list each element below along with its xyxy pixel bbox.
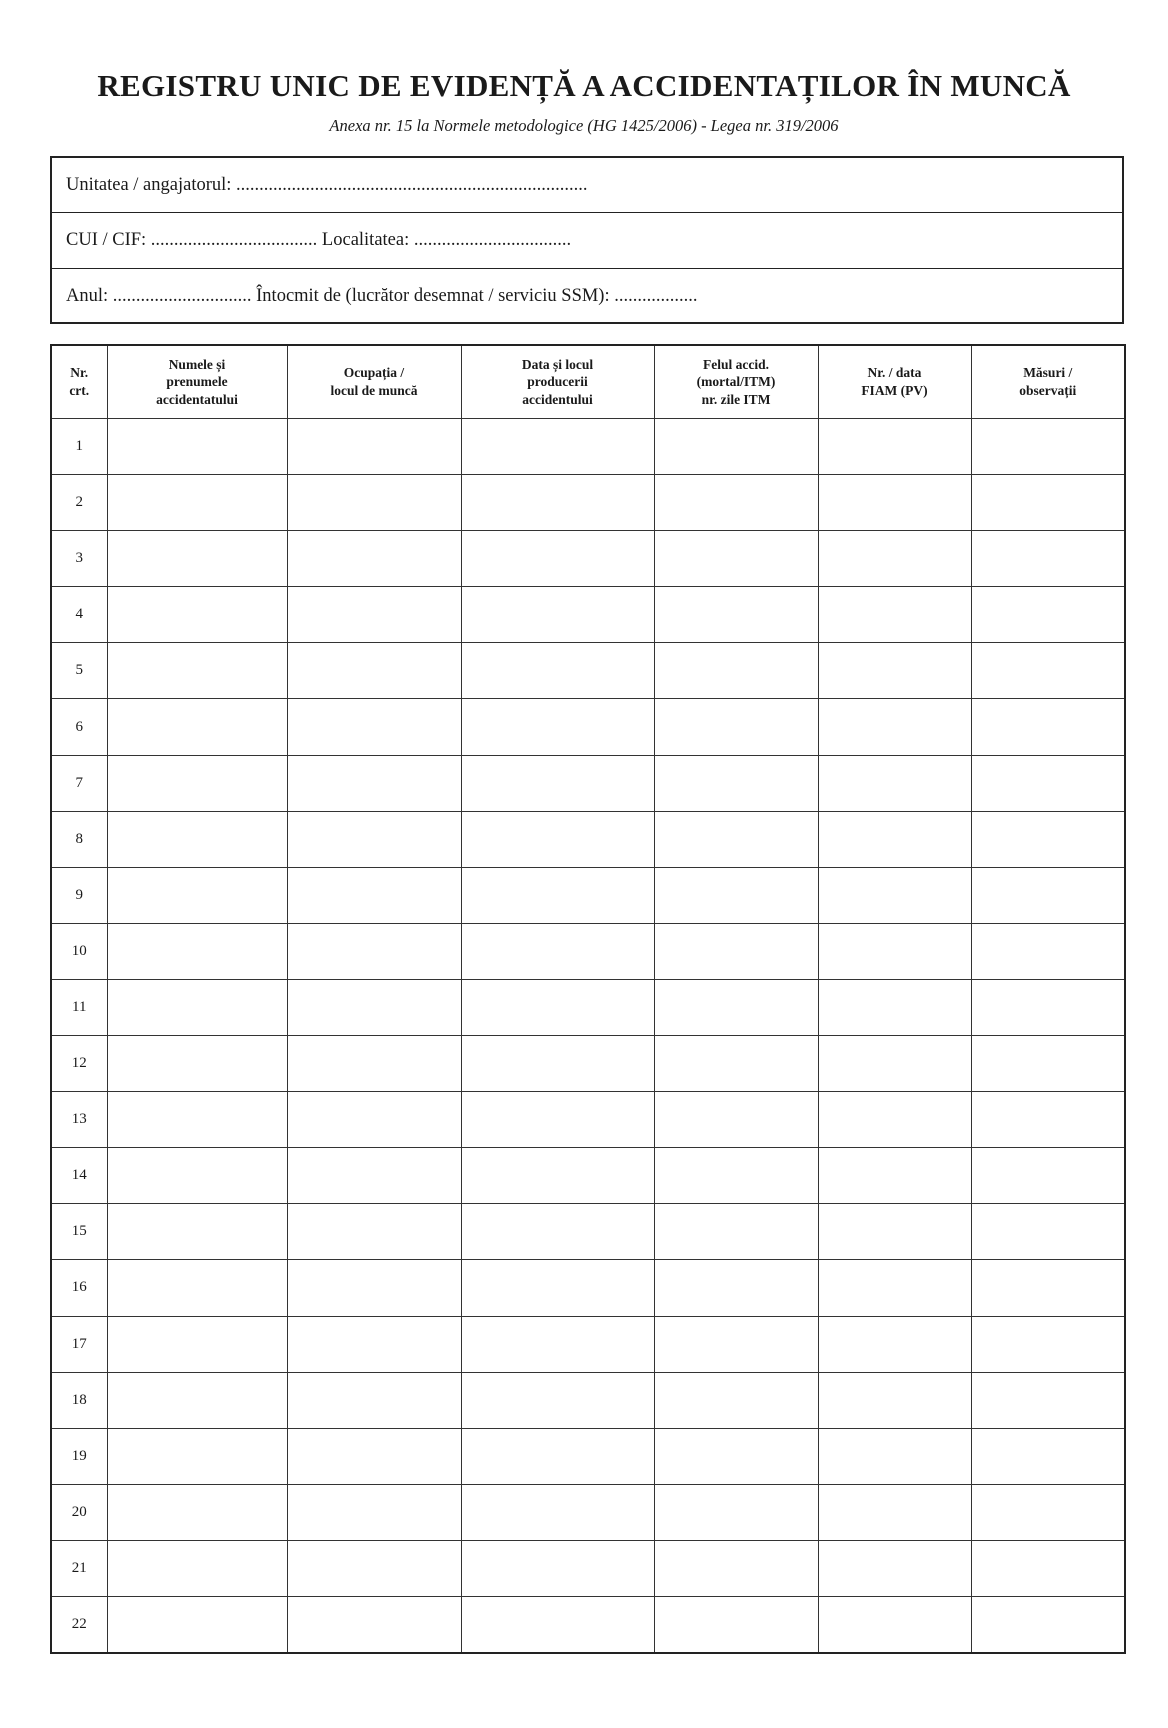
col-occupation-header [287, 345, 461, 419]
col-occupation-cell[interactable] [287, 1092, 461, 1148]
col-date-place-header [461, 345, 654, 419]
col-date-place-cell[interactable] [461, 1372, 654, 1428]
header-line: (mortal/ITM) [696, 374, 776, 390]
row-number: 21 [51, 1540, 107, 1596]
col-date-place-cell[interactable] [461, 1148, 654, 1204]
header-line: prenumele [166, 374, 228, 390]
table-header-row [51, 345, 1125, 419]
col-measures-cell[interactable] [971, 1092, 1125, 1148]
table-row [51, 979, 1125, 1035]
header-line: FIAM (PV) [861, 383, 928, 398]
table-row [51, 1316, 1125, 1372]
col-measures-cell[interactable] [971, 1596, 1125, 1653]
header-line: Ocupația / [343, 365, 405, 381]
col-fiam-cell[interactable] [818, 923, 971, 979]
row-number: 18 [51, 1372, 107, 1428]
col-measures-cell[interactable] [971, 531, 1125, 587]
col-measures-cell[interactable] [971, 923, 1125, 979]
table-row [51, 699, 1125, 755]
table-row [51, 643, 1125, 699]
col-name-cell[interactable] [107, 755, 287, 811]
col-occupation-cell[interactable] [287, 699, 461, 755]
col-measures-header [971, 345, 1125, 419]
col-date-place-cell[interactable] [461, 587, 654, 643]
col-measures-cell[interactable] [971, 1484, 1125, 1540]
col-date-place-cell[interactable] [461, 643, 654, 699]
col-fiam-cell[interactable] [818, 755, 971, 811]
col-fiam-cell[interactable] [818, 1596, 971, 1653]
col-date-place-cell[interactable] [461, 419, 654, 475]
table-row [51, 867, 1125, 923]
col-name-cell[interactable] [107, 1428, 287, 1484]
col-fiam-cell[interactable] [818, 1372, 971, 1428]
col-accident-type-cell[interactable] [654, 587, 818, 643]
col-name-cell[interactable] [107, 1036, 287, 1092]
col-name-cell[interactable] [107, 643, 287, 699]
col-name-cell[interactable] [107, 1372, 287, 1428]
col-measures-cell[interactable] [971, 1148, 1125, 1204]
col-date-place-cell[interactable] [461, 1260, 654, 1316]
col-accident-type-cell[interactable] [654, 1316, 818, 1372]
col-name-cell[interactable] [107, 699, 287, 755]
col-occupation-cell[interactable] [287, 419, 461, 475]
row-number: 7 [51, 755, 107, 811]
row-number: 15 [51, 1204, 107, 1260]
col-name-cell[interactable] [107, 1204, 287, 1260]
col-fiam-cell[interactable] [818, 1484, 971, 1540]
col-measures-cell[interactable] [971, 643, 1125, 699]
col-accident-type-cell[interactable] [654, 755, 818, 811]
col-fiam-cell[interactable] [818, 1204, 971, 1260]
col-name-cell[interactable] [107, 1092, 287, 1148]
row-number: 13 [51, 1092, 107, 1148]
table-row [51, 475, 1125, 531]
col-date-place-cell[interactable] [461, 811, 654, 867]
row-number: 1 [51, 419, 107, 475]
header-line: Măsuri / [1023, 365, 1073, 381]
col-date-place-cell[interactable] [461, 475, 654, 531]
col-date-place-cell[interactable] [461, 923, 654, 979]
col-occupation-cell[interactable] [287, 587, 461, 643]
col-accident-type-cell[interactable] [654, 1428, 818, 1484]
col-name-cell[interactable] [107, 1260, 287, 1316]
col-accident-type-cell[interactable] [654, 1540, 818, 1596]
col-accident-type-cell[interactable] [654, 1260, 818, 1316]
col-accident-type-cell[interactable] [654, 1204, 818, 1260]
col-occupation-cell[interactable] [287, 643, 461, 699]
employer-info-box [50, 156, 1124, 324]
col-occupation-cell[interactable] [287, 1204, 461, 1260]
col-name-cell[interactable] [107, 1484, 287, 1540]
col-accident-type-cell[interactable] [654, 1036, 818, 1092]
col-measures-cell[interactable] [971, 1260, 1125, 1316]
col-accident-type-cell[interactable] [654, 1092, 818, 1148]
col-fiam-cell[interactable] [818, 1036, 971, 1092]
col-fiam-cell[interactable] [818, 475, 971, 531]
col-fiam-cell[interactable] [818, 979, 971, 1035]
col-measures-cell[interactable] [971, 475, 1125, 531]
header-line: Data și locul [521, 356, 594, 372]
col-fiam-cell[interactable] [818, 811, 971, 867]
col-accident-type-cell[interactable] [654, 867, 818, 923]
table-row [51, 1484, 1125, 1540]
col-occupation-cell[interactable] [287, 1260, 461, 1316]
col-occupation-cell[interactable] [287, 755, 461, 811]
row-number: 4 [51, 587, 107, 643]
col-name-cell[interactable] [107, 811, 287, 867]
col-accident-type-cell[interactable] [654, 1596, 818, 1653]
col-fiam-cell[interactable] [818, 1260, 971, 1316]
col-date-place-cell[interactable] [461, 979, 654, 1035]
header-line: producerii [527, 374, 588, 390]
col-date-place-cell[interactable] [461, 867, 654, 923]
col-occupation-cell[interactable] [287, 811, 461, 867]
col-date-place-cell[interactable] [461, 1540, 654, 1596]
col-occupation-cell[interactable] [287, 1596, 461, 1653]
row-number: 16 [51, 1260, 107, 1316]
col-accident-type-header [654, 345, 818, 419]
page-subtitle: Anexa nr. 15 la Normele metodologice (HG 1425/2006) - Legea nr. 319/2006 [329, 116, 839, 135]
col-measures-cell[interactable] [971, 1036, 1125, 1092]
col-fiam-cell[interactable] [818, 587, 971, 643]
col-name-cell[interactable] [107, 1148, 287, 1204]
col-name-cell[interactable] [107, 475, 287, 531]
row-number: 9 [51, 867, 107, 923]
col-name-header [107, 345, 287, 419]
col-name-cell[interactable] [107, 979, 287, 1035]
col-occupation-cell[interactable] [287, 1372, 461, 1428]
col-occupation-cell[interactable] [287, 1148, 461, 1204]
col-occupation-cell[interactable] [287, 867, 461, 923]
table-row [51, 811, 1125, 867]
row-number: 6 [51, 699, 107, 755]
page-title: REGISTRU UNIC DE EVIDENȚĂ A ACCIDENTAȚILOR ÎN MUNCĂ [97, 68, 1071, 103]
col-accident-type-cell[interactable] [654, 811, 818, 867]
row-number: 19 [51, 1428, 107, 1484]
col-fiam-cell[interactable] [818, 531, 971, 587]
header-line: accidentatului [156, 391, 238, 407]
col-date-place-cell[interactable] [461, 1204, 654, 1260]
table-row [51, 1428, 1125, 1484]
col-fiam-cell[interactable] [818, 1316, 971, 1372]
col-fiam-cell[interactable] [818, 1428, 971, 1484]
col-date-place-cell[interactable] [461, 1316, 654, 1372]
employer-field[interactable]: Unitatea / angajatorul: ............................................................................ [52, 158, 1122, 213]
table-row [51, 1372, 1125, 1428]
col-occupation-cell[interactable] [287, 1540, 461, 1596]
row-number: 14 [51, 1148, 107, 1204]
row-number: 20 [51, 1484, 107, 1540]
table-row [51, 587, 1125, 643]
col-measures-cell[interactable] [971, 419, 1125, 475]
col-occupation-cell[interactable] [287, 475, 461, 531]
accident-register-table [50, 344, 1126, 1654]
col-nr-crt-header [51, 345, 107, 419]
col-name-cell[interactable] [107, 419, 287, 475]
col-date-place-cell[interactable] [461, 699, 654, 755]
col-measures-cell[interactable] [971, 811, 1125, 867]
col-accident-type-cell[interactable] [654, 643, 818, 699]
table-row [51, 1036, 1125, 1092]
table-row [51, 1204, 1125, 1260]
col-occupation-cell[interactable] [287, 1428, 461, 1484]
col-accident-type-cell[interactable] [654, 531, 818, 587]
col-accident-type-cell[interactable] [654, 699, 818, 755]
col-occupation-cell[interactable] [287, 1316, 461, 1372]
col-date-place-cell[interactable] [461, 755, 654, 811]
col-occupation-cell[interactable] [287, 531, 461, 587]
col-fiam-cell[interactable] [818, 699, 971, 755]
table-row [51, 1596, 1125, 1653]
col-name-cell[interactable] [107, 867, 287, 923]
col-occupation-cell[interactable] [287, 1036, 461, 1092]
col-name-cell[interactable] [107, 1316, 287, 1372]
header-line: observații [1019, 383, 1077, 398]
cui-locality-field[interactable]: CUI / CIF: .................................... Localitatea: .................................. [52, 213, 1122, 268]
row-number: 8 [51, 811, 107, 867]
col-measures-cell[interactable] [971, 867, 1125, 923]
col-date-place-cell[interactable] [461, 1484, 654, 1540]
table-row [51, 755, 1125, 811]
col-name-cell[interactable] [107, 923, 287, 979]
col-measures-cell[interactable] [971, 1316, 1125, 1372]
col-fiam-cell[interactable] [818, 1148, 971, 1204]
col-name-cell[interactable] [107, 1540, 287, 1596]
row-number: 12 [51, 1036, 107, 1092]
header-line: accidentului [522, 391, 593, 407]
table-body [51, 419, 1125, 1654]
col-date-place-cell[interactable] [461, 1036, 654, 1092]
table-row [51, 1092, 1125, 1148]
table-row [51, 419, 1125, 475]
col-name-cell[interactable] [107, 1596, 287, 1653]
header-line: Nr. [70, 365, 89, 381]
header-line: nr. zile ITM [701, 391, 771, 407]
header-line: Numele și [168, 356, 226, 372]
header-line: Felul accid. [703, 356, 769, 372]
year-author-field[interactable]: Anul: .............................. Întocmit de (lucrător desemnat / serviciu SSM): .................. [66, 285, 698, 306]
col-date-place-cell[interactable] [461, 1596, 654, 1653]
header-line: Nr. / data [867, 365, 922, 381]
col-fiam-cell[interactable] [818, 643, 971, 699]
col-measures-cell[interactable] [971, 1204, 1125, 1260]
table-row [51, 531, 1125, 587]
col-accident-type-cell[interactable] [654, 1484, 818, 1540]
col-accident-type-cell[interactable] [654, 1148, 818, 1204]
col-occupation-cell[interactable] [287, 1484, 461, 1540]
col-fiam-cell[interactable] [818, 1092, 971, 1148]
col-name-cell[interactable] [107, 531, 287, 587]
col-fiam-cell[interactable] [818, 419, 971, 475]
row-number: 22 [51, 1596, 107, 1653]
col-occupation-cell[interactable] [287, 979, 461, 1035]
table-row [51, 923, 1125, 979]
row-number: 11 [51, 979, 107, 1035]
col-accident-type-cell[interactable] [654, 475, 818, 531]
header-line: locul de muncă [330, 383, 418, 398]
table-row [51, 1260, 1125, 1316]
table-row [51, 1540, 1125, 1596]
col-accident-type-cell[interactable] [654, 923, 818, 979]
col-measures-cell[interactable] [971, 587, 1125, 643]
col-fiam-cell[interactable] [818, 1540, 971, 1596]
col-fiam-header [818, 345, 971, 419]
col-measures-cell[interactable] [971, 1372, 1125, 1428]
row-number: 2 [51, 475, 107, 531]
col-measures-cell[interactable] [971, 1540, 1125, 1596]
row-number: 3 [51, 531, 107, 587]
col-measures-cell[interactable] [971, 755, 1125, 811]
col-date-place-cell[interactable] [461, 1428, 654, 1484]
row-number: 10 [51, 923, 107, 979]
header-line: crt. [69, 383, 90, 398]
col-accident-type-cell[interactable] [654, 1372, 818, 1428]
row-number: 5 [51, 643, 107, 699]
col-measures-cell[interactable] [971, 979, 1125, 1035]
col-accident-type-cell[interactable] [654, 419, 818, 475]
row-number: 17 [51, 1316, 107, 1372]
col-date-place-cell[interactable] [461, 1092, 654, 1148]
col-name-cell[interactable] [107, 587, 287, 643]
col-measures-cell[interactable] [971, 699, 1125, 755]
col-measures-cell[interactable] [971, 1428, 1125, 1484]
table-row [51, 1148, 1125, 1204]
col-fiam-cell[interactable] [818, 867, 971, 923]
col-accident-type-cell[interactable] [654, 979, 818, 1035]
col-occupation-cell[interactable] [287, 923, 461, 979]
col-date-place-cell[interactable] [461, 531, 654, 587]
